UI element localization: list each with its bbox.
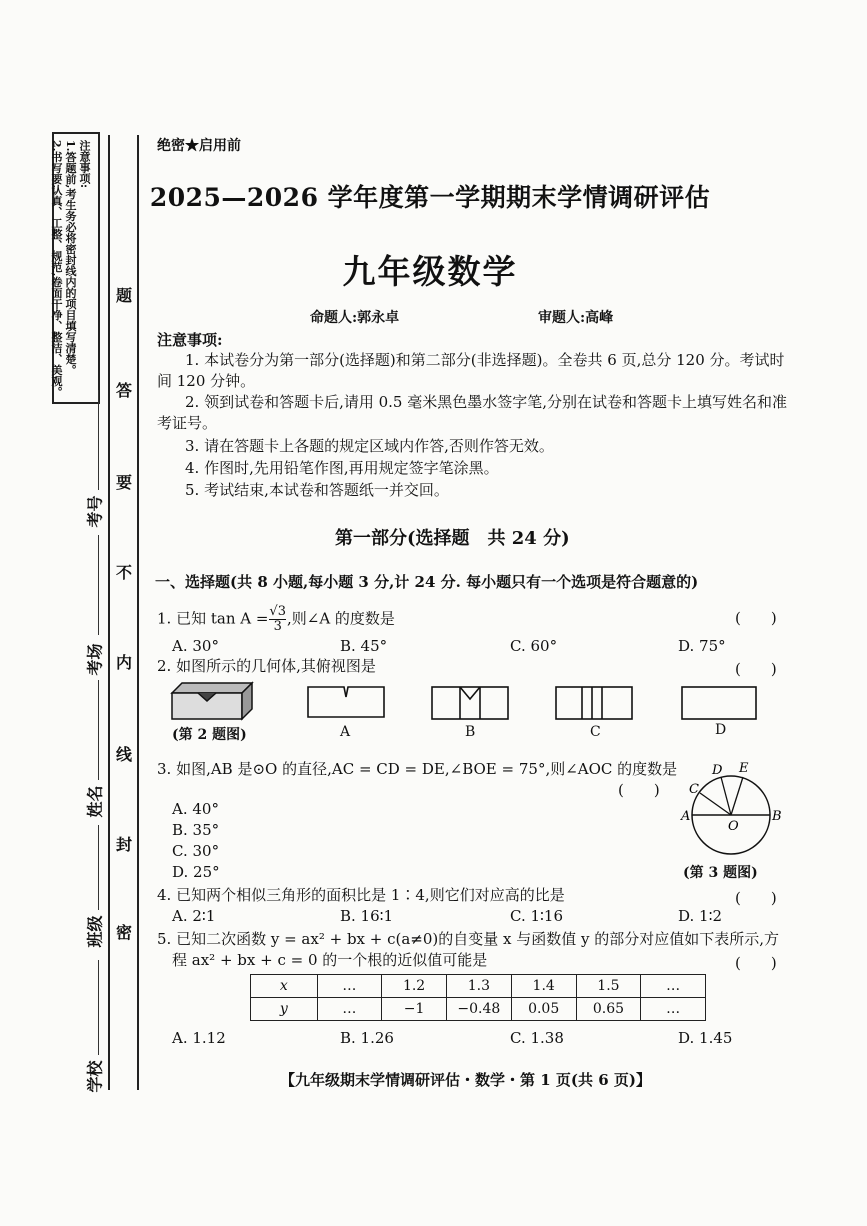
notes-heading: 注意事项: [157, 331, 223, 349]
table-cell: 1.4 [511, 975, 576, 998]
notice-line-2: 2.书写要认真、工整、规范,卷面干净、整洁、美观。 [50, 140, 63, 398]
notice-line-1: 1.答题前,考生务必将密封线内的项目填写清楚。 [64, 140, 77, 376]
q3-point-e: E [739, 762, 749, 776]
q4-option-b: B. 16∶1 [340, 907, 394, 925]
q2-label-c: C [590, 724, 601, 740]
field-xingming-blank[interactable] [98, 680, 99, 780]
q2-solid-figure [172, 683, 252, 719]
q1-answer-paren[interactable]: ( ) [735, 609, 777, 627]
note-5: 5. 考试结束,本试卷和答题纸一并交回。 [185, 481, 449, 499]
q5-option-d: D. 1.45 [678, 1029, 733, 1047]
q2-answer-paren[interactable]: ( ) [735, 660, 777, 678]
q2-figure-label: (第 2 题图) [172, 727, 247, 743]
q5-option-c: C. 1.38 [510, 1029, 564, 1047]
seal-char-7: 封 [116, 835, 133, 854]
field-kaohao-label: 考号 [85, 495, 105, 528]
table-cell: 1.2 [382, 975, 447, 998]
part1-instruction: 一、选择题(共 8 小题,每小题 3 分,计 24 分. 每小题只有一个选项是符合题意的) [155, 573, 699, 591]
field-kaochang-blank[interactable] [98, 535, 99, 635]
q3-point-o: O [728, 819, 739, 834]
q1-stem-post: ,则∠A 的度数是 [286, 609, 395, 628]
q2-view-c [556, 687, 632, 719]
q3-point-b: B [772, 809, 782, 824]
seal-char-2: 答 [116, 381, 133, 400]
q5-option-b: B. 1.26 [340, 1029, 394, 1047]
q5-stem-line1: 5. 已知二次函数 y = ax² + bx + c(a≠0)的自变量 x 与函数值 y 的部分对应值如下表所示,方 [157, 930, 780, 948]
q2-view-a [308, 687, 384, 717]
q1-fraction-den: 3 [273, 619, 282, 634]
field-xuexiao-blank[interactable] [98, 960, 99, 1055]
notice-title: 注意事项: [78, 140, 91, 189]
field-xuexiao-label: 学校 [85, 1060, 105, 1093]
q4-stem: 4. 已知两个相似三角形的面积比是 1∶4,则它们对应高的比是 [157, 886, 565, 904]
q2-view-b [432, 687, 508, 719]
q5-table-row-x [251, 975, 706, 998]
table-cell: 0.65 [576, 998, 641, 1021]
q4-option-a: A. 2∶1 [172, 907, 216, 925]
field-banji-label: 班级 [85, 915, 105, 948]
q3-answer-paren[interactable]: ( ) [618, 781, 660, 799]
table-cell: y [251, 998, 318, 1021]
q1-option-d: D. 75° [678, 637, 726, 655]
q2-label-a: A [340, 724, 351, 740]
q1-stem-pre: 1. 已知 tan A = [157, 609, 269, 628]
table-cell: x [251, 975, 318, 998]
subject-title: 九年级数学 [342, 252, 518, 291]
q4-answer-paren[interactable]: ( ) [735, 889, 777, 907]
q3-stem: 3. 如图,AB 是⊙O 的直径,AC = CD = DE,∠BOE = 75°,则∠AOC 的度数是 [157, 760, 678, 778]
table-cell: −0.48 [446, 998, 511, 1021]
q3-point-d: D [712, 763, 723, 778]
table-cell: … [317, 998, 382, 1021]
note-1: 1. 本试卷分为第一部分(选择题)和第二部分(非选择题)。全卷共 6 页,总分 120 分。考试时间 120 分钟。 [157, 351, 785, 390]
q1-fraction-num: √3 [269, 604, 286, 619]
q5-answer-paren[interactable]: ( ) [735, 954, 777, 972]
secret-mark: 绝密★启用前 [157, 138, 241, 154]
exam-title: 2025—2026 学年度第一学期期末学情调研评估 [149, 183, 711, 212]
q1-option-c: C. 60° [510, 637, 558, 655]
seal-char-5: 内 [116, 653, 133, 672]
q1-stem [157, 605, 395, 634]
table-cell: … [641, 998, 706, 1021]
author: 命题人:郭永卓 [310, 310, 400, 326]
q4-option-c: C. 1∶16 [510, 907, 564, 925]
q5-table-row-y [251, 998, 706, 1021]
q2-stem: 2. 如图所示的几何体,其俯视图是 [157, 657, 376, 675]
q2-figures [168, 675, 788, 747]
note-4: 4. 作图时,先用铅笔作图,再用规定签字笔涂黑。 [185, 459, 499, 477]
q5-stem-line2: 程 ax² + bx + c = 0 的一个根的近似值可能是 [172, 951, 488, 969]
note-3: 3. 请在答题卡上各题的规定区域内作答,否则作答无效。 [185, 437, 554, 455]
field-kaochang-label: 考场 [85, 643, 105, 676]
q3-point-c: C [689, 782, 699, 797]
seal-char-1: 题 [116, 286, 133, 305]
table-cell: 0.05 [511, 998, 576, 1021]
seal-char-6: 线 [116, 745, 133, 764]
q3-option-d: D. 25° [172, 863, 220, 881]
table-cell: … [641, 975, 706, 998]
q2-label-d: D [715, 722, 727, 738]
field-banji-blank[interactable] [98, 825, 99, 910]
part1-title: 第一部分(选择题 共 24 分) [335, 528, 570, 549]
page-footer: 【九年级期末学情调研评估・数学・第 1 页(共 6 页)】 [280, 1071, 651, 1089]
q3-option-c: C. 30° [172, 842, 220, 860]
q3-point-a: A [681, 809, 691, 824]
field-kaohao-blank[interactable] [98, 390, 99, 490]
q4-option-d: D. 1∶2 [678, 907, 723, 925]
table-cell: 1.3 [446, 975, 511, 998]
q3-circle-figure [680, 762, 790, 862]
q1-option-a: A. 30° [172, 637, 219, 655]
note-2: 2. 领到试卷和答题卡后,请用 0.5 毫米黑色墨水签字笔,分别在试卷和答题卡上填写姓名和准考证号。 [157, 393, 788, 432]
q1-fraction [269, 605, 286, 634]
q1-option-b: B. 45° [340, 637, 388, 655]
seal-char-4: 不 [116, 563, 133, 582]
q5-option-a: A. 1.12 [172, 1029, 226, 1047]
reviewer: 审题人:高峰 [538, 310, 614, 326]
table-cell: 1.5 [576, 975, 641, 998]
table-cell: −1 [382, 998, 447, 1021]
q2-label-b: B [465, 724, 476, 740]
q5-value-table [250, 974, 706, 1021]
seal-char-8: 密 [116, 923, 133, 942]
q3-figure-label: (第 3 题图) [683, 865, 758, 881]
q2-view-d [682, 687, 756, 719]
q3-option-b: B. 35° [172, 821, 220, 839]
seal-char-3: 要 [116, 473, 133, 492]
q3-option-a: A. 40° [172, 800, 219, 818]
field-xingming-label: 姓名 [85, 785, 105, 818]
table-cell: … [317, 975, 382, 998]
